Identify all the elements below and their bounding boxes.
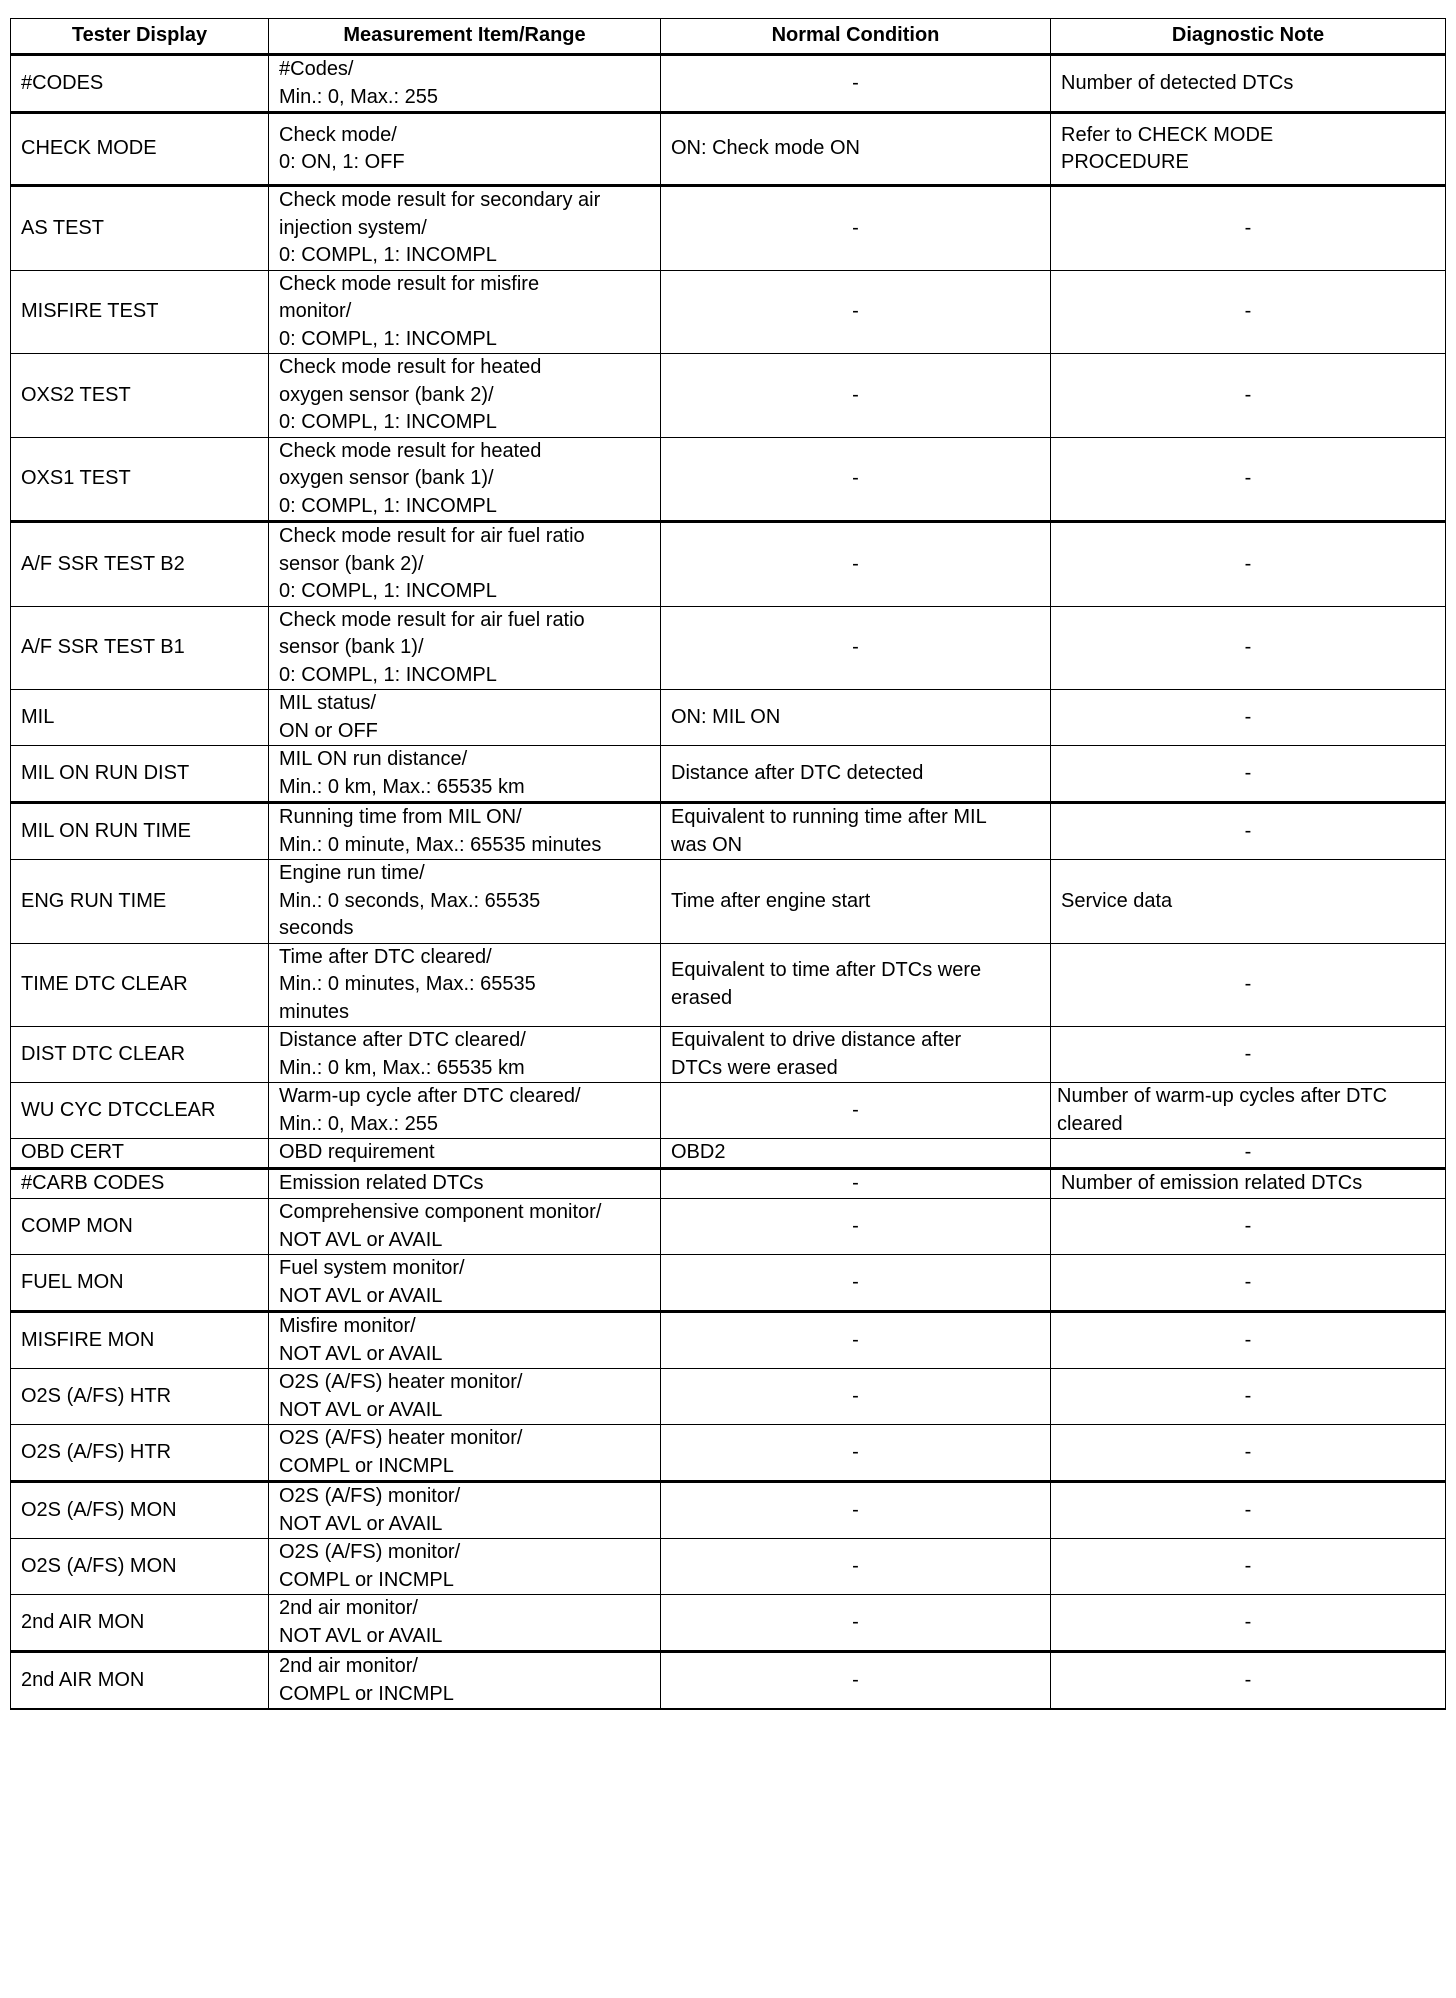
- header-diagnostic-note: Diagnostic Note: [1051, 19, 1446, 55]
- cell-diagnostic-note: -: [1051, 270, 1446, 354]
- cell-tester-display: #CODES: [11, 55, 269, 113]
- cell-diagnostic-note: -: [1051, 522, 1446, 607]
- cell-tester-display: A/F SSR TEST B1: [11, 606, 269, 690]
- cell-tester-display: MISFIRE TEST: [11, 270, 269, 354]
- cell-measurement-item: MIL status/ ON or OFF: [269, 690, 661, 746]
- cell-normal-condition: ON: MIL ON: [661, 690, 1051, 746]
- table-header: [11, 19, 1446, 55]
- cell-normal-condition: Equivalent to drive distance after DTCs were erased: [661, 1027, 1051, 1083]
- cell-tester-display: #CARB CODES: [11, 1169, 269, 1199]
- table-body: [11, 55, 1446, 1710]
- cell-diagnostic-note: -: [1051, 1539, 1446, 1595]
- cell-diagnostic-note: -: [1051, 437, 1446, 522]
- cell-normal-condition: -: [661, 1539, 1051, 1595]
- cell-tester-display: 2nd AIR MON: [11, 1652, 269, 1710]
- table-row: [11, 1595, 1446, 1652]
- cell-measurement-item: Check mode result for misfire monitor/ 0: COMPL, 1: INCOMPL: [269, 270, 661, 354]
- cell-measurement-item: Warm-up cycle after DTC cleared/ Min.: 0, Max.: 255: [269, 1083, 661, 1139]
- cell-tester-display: MIL ON RUN TIME: [11, 803, 269, 860]
- cell-measurement-item: Misfire monitor/ NOT AVL or AVAIL: [269, 1312, 661, 1369]
- cell-measurement-item: O2S (A/FS) heater monitor/ NOT AVL or AVAIL: [269, 1369, 661, 1425]
- cell-normal-condition: -: [661, 354, 1051, 438]
- cell-normal-condition: -: [661, 437, 1051, 522]
- cell-normal-condition: -: [661, 1482, 1051, 1539]
- cell-normal-condition: -: [661, 1083, 1051, 1139]
- cell-tester-display: O2S (A/FS) MON: [11, 1539, 269, 1595]
- cell-diagnostic-note: Service data: [1051, 860, 1446, 944]
- cell-normal-condition: Distance after DTC detected: [661, 746, 1051, 803]
- cell-measurement-item: 2nd air monitor/ COMPL or INCMPL: [269, 1652, 661, 1710]
- cell-diagnostic-note: -: [1051, 1139, 1446, 1169]
- cell-diagnostic-note: -: [1051, 1255, 1446, 1312]
- cell-diagnostic-note: Number of emission related DTCs: [1051, 1169, 1446, 1199]
- table-row: [11, 270, 1446, 354]
- cell-tester-display: OXS1 TEST: [11, 437, 269, 522]
- cell-diagnostic-note: -: [1051, 943, 1446, 1027]
- cell-diagnostic-note: -: [1051, 1312, 1446, 1369]
- cell-normal-condition: Equivalent to running time after MIL was ON: [661, 803, 1051, 860]
- cell-measurement-item: Check mode result for air fuel ratio sensor (bank 2)/ 0: COMPL, 1: INCOMPL: [269, 522, 661, 607]
- cell-normal-condition: -: [661, 1425, 1051, 1482]
- cell-tester-display: TIME DTC CLEAR: [11, 943, 269, 1027]
- cell-tester-display: MIL ON RUN DIST: [11, 746, 269, 803]
- cell-normal-condition: -: [661, 606, 1051, 690]
- document-page: [10, 18, 1445, 1710]
- table-row: [11, 746, 1446, 803]
- cell-diagnostic-note: -: [1051, 1369, 1446, 1425]
- header-row: [11, 19, 1446, 55]
- header-tester-display: Tester Display: [11, 19, 269, 55]
- cell-tester-display: 2nd AIR MON: [11, 1595, 269, 1652]
- cell-measurement-item: Check mode/ 0: ON, 1: OFF: [269, 113, 661, 186]
- cell-measurement-item: Time after DTC cleared/ Min.: 0 minutes, Max.: 65535 minutes: [269, 943, 661, 1027]
- cell-normal-condition: -: [661, 270, 1051, 354]
- cell-diagnostic-note: -: [1051, 1482, 1446, 1539]
- cell-diagnostic-note: Refer to CHECK MODE PROCEDURE: [1051, 113, 1446, 186]
- table-row: [11, 1482, 1446, 1539]
- cell-measurement-item: Emission related DTCs: [269, 1169, 661, 1199]
- cell-diagnostic-note: Number of detected DTCs: [1051, 55, 1446, 113]
- cell-measurement-item: Engine run time/ Min.: 0 seconds, Max.: 65535 seconds: [269, 860, 661, 944]
- table-row: [11, 1027, 1446, 1083]
- cell-normal-condition: -: [661, 1369, 1051, 1425]
- cell-normal-condition: Time after engine start: [661, 860, 1051, 944]
- cell-measurement-item: Running time from MIL ON/ Min.: 0 minute, Max.: 65535 minutes: [269, 803, 661, 860]
- cell-diagnostic-note: -: [1051, 1425, 1446, 1482]
- cell-measurement-item: Check mode result for heated oxygen sensor (bank 2)/ 0: COMPL, 1: INCOMPL: [269, 354, 661, 438]
- cell-normal-condition: -: [661, 1595, 1051, 1652]
- cell-diagnostic-note: -: [1051, 1027, 1446, 1083]
- cell-measurement-item: Distance after DTC cleared/ Min.: 0 km, Max.: 65535 km: [269, 1027, 661, 1083]
- cell-tester-display: FUEL MON: [11, 1255, 269, 1312]
- cell-tester-display: OXS2 TEST: [11, 354, 269, 438]
- table-row: [11, 354, 1446, 438]
- cell-normal-condition: OBD2: [661, 1139, 1051, 1169]
- table-row: [11, 55, 1446, 113]
- cell-measurement-item: Check mode result for air fuel ratio sensor (bank 1)/ 0: COMPL, 1: INCOMPL: [269, 606, 661, 690]
- cell-measurement-item: O2S (A/FS) monitor/ COMPL or INCMPL: [269, 1539, 661, 1595]
- table-row: [11, 1083, 1446, 1139]
- cell-tester-display: O2S (A/FS) HTR: [11, 1425, 269, 1482]
- cell-measurement-item: Check mode result for secondary air injection system/ 0: COMPL, 1: INCOMPL: [269, 186, 661, 271]
- table-row: [11, 690, 1446, 746]
- cell-measurement-item: 2nd air monitor/ NOT AVL or AVAIL: [269, 1595, 661, 1652]
- cell-diagnostic-note: -: [1051, 1595, 1446, 1652]
- table-row: [11, 1139, 1446, 1169]
- table-row: [11, 1425, 1446, 1482]
- table-row: [11, 1369, 1446, 1425]
- cell-normal-condition: -: [661, 1255, 1051, 1312]
- table-row: [11, 113, 1446, 186]
- table-row: [11, 1539, 1446, 1595]
- cell-diagnostic-note: -: [1051, 1652, 1446, 1710]
- cell-normal-condition: -: [661, 186, 1051, 271]
- cell-measurement-item: Comprehensive component monitor/ NOT AVL or AVAIL: [269, 1199, 661, 1255]
- cell-measurement-item: Check mode result for heated oxygen sensor (bank 1)/ 0: COMPL, 1: INCOMPL: [269, 437, 661, 522]
- table-row: [11, 860, 1446, 944]
- cell-tester-display: MIL: [11, 690, 269, 746]
- cell-diagnostic-note: -: [1051, 354, 1446, 438]
- cell-diagnostic-note: -: [1051, 803, 1446, 860]
- table-row: [11, 1312, 1446, 1369]
- table-row: [11, 943, 1446, 1027]
- cell-diagnostic-note: -: [1051, 606, 1446, 690]
- cell-measurement-item: O2S (A/FS) monitor/ NOT AVL or AVAIL: [269, 1482, 661, 1539]
- cell-measurement-item: Fuel system monitor/ NOT AVL or AVAIL: [269, 1255, 661, 1312]
- cell-diagnostic-note: -: [1051, 186, 1446, 271]
- cell-normal-condition: -: [661, 1169, 1051, 1199]
- cell-normal-condition: -: [661, 522, 1051, 607]
- cell-tester-display: O2S (A/FS) HTR: [11, 1369, 269, 1425]
- cell-normal-condition: -: [661, 1199, 1051, 1255]
- table-row: [11, 1652, 1446, 1710]
- cell-normal-condition: -: [661, 55, 1051, 113]
- cell-measurement-item: OBD requirement: [269, 1139, 661, 1169]
- header-measurement-item: Measurement Item/Range: [269, 19, 661, 55]
- cell-tester-display: CHECK MODE: [11, 113, 269, 186]
- table-row: [11, 186, 1446, 271]
- table-row: [11, 803, 1446, 860]
- tester-data-table: [10, 18, 1446, 1710]
- cell-tester-display: WU CYC DTCCLEAR: [11, 1083, 269, 1139]
- cell-diagnostic-note: Number of warm-up cycles after DTC cleared: [1051, 1083, 1446, 1139]
- cell-tester-display: O2S (A/FS) MON: [11, 1482, 269, 1539]
- cell-normal-condition: -: [661, 1312, 1051, 1369]
- cell-tester-display: AS TEST: [11, 186, 269, 271]
- cell-normal-condition: ON: Check mode ON: [661, 113, 1051, 186]
- cell-tester-display: MISFIRE MON: [11, 1312, 269, 1369]
- table-row: [11, 1255, 1446, 1312]
- cell-tester-display: A/F SSR TEST B2: [11, 522, 269, 607]
- cell-normal-condition: -: [661, 1652, 1051, 1710]
- cell-diagnostic-note: -: [1051, 746, 1446, 803]
- table-row: [11, 1199, 1446, 1255]
- table-row: [11, 1169, 1446, 1199]
- cell-tester-display: ENG RUN TIME: [11, 860, 269, 944]
- cell-diagnostic-note: -: [1051, 1199, 1446, 1255]
- cell-tester-display: DIST DTC CLEAR: [11, 1027, 269, 1083]
- cell-measurement-item: O2S (A/FS) heater monitor/ COMPL or INCMPL: [269, 1425, 661, 1482]
- cell-measurement-item: MIL ON run distance/ Min.: 0 km, Max.: 65535 km: [269, 746, 661, 803]
- table-row: [11, 522, 1446, 607]
- cell-tester-display: OBD CERT: [11, 1139, 269, 1169]
- cell-normal-condition: Equivalent to time after DTCs were erased: [661, 943, 1051, 1027]
- table-row: [11, 606, 1446, 690]
- cell-measurement-item: #Codes/ Min.: 0, Max.: 255: [269, 55, 661, 113]
- cell-diagnostic-note: -: [1051, 690, 1446, 746]
- cell-tester-display: COMP MON: [11, 1199, 269, 1255]
- header-normal-condition: Normal Condition: [661, 19, 1051, 55]
- table-row: [11, 437, 1446, 522]
